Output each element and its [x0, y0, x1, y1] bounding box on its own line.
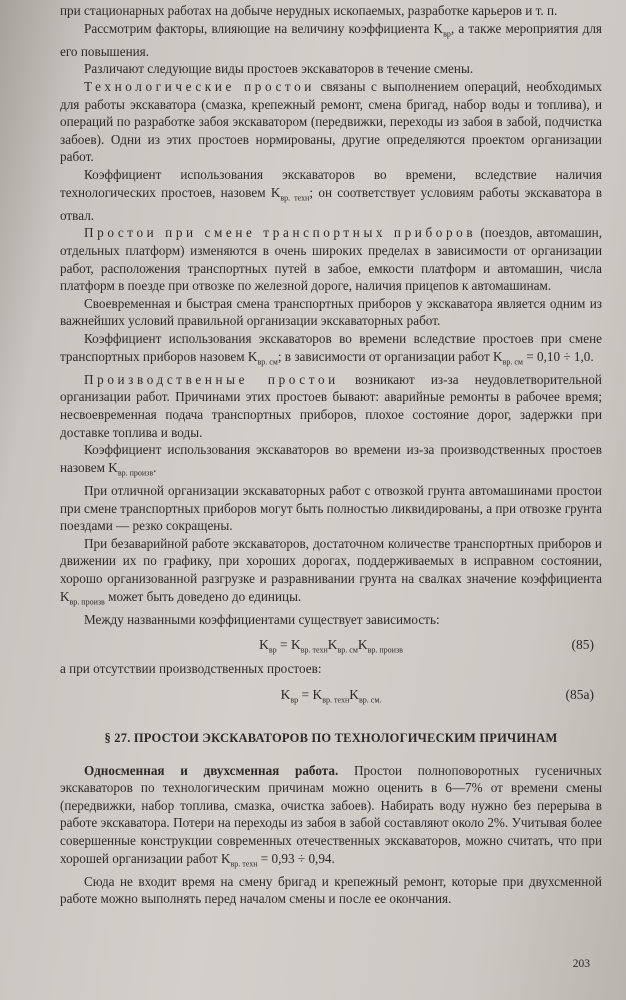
page-number: 203	[572, 958, 590, 971]
paragraph	[60, 762, 602, 873]
subscript: вр. см	[257, 357, 278, 367]
text: = 0,93 ÷ 0,94.	[257, 850, 335, 866]
text: связаны с выполнением операций, необходимых для работы экскаватора (смазка, крепежный ремонт, смена бригад, набор воды и топлива), и операций по разработке забоя экскаватором (передвижки, переходы из забоя в забой, подчистка забоев). Одни из этих простоев нормированы, другие определяются проектом организации работ.	[60, 79, 602, 165]
paragraph	[60, 166, 602, 224]
text: может быть доведено до единицы.	[104, 588, 302, 604]
spaced-term: Производственные простои	[84, 371, 339, 387]
paragraph	[60, 78, 602, 166]
paragraph	[60, 441, 602, 482]
paragraph	[60, 371, 602, 441]
subscript: вр. произв	[367, 646, 403, 656]
formula-expression	[60, 686, 602, 709]
text: Различают следующие виды простоев экскаваторов в течение смены.	[84, 61, 474, 77]
text: а при отсутствии производственных простоев:	[60, 661, 322, 677]
subscript: вр. произв	[117, 468, 154, 478]
text: = 0,10 ÷ 1,0.	[522, 348, 594, 364]
equation-number: (85а)	[565, 686, 594, 702]
text: .	[153, 459, 157, 475]
spaced-term: Технологические простои	[84, 79, 315, 95]
equation-number: (85)	[571, 637, 594, 653]
text: (поездов, автомашин, отдельных платформ) изменяются в очень широких пределах в зависимости от организации работ, расположения транспортных путей в забое, емкости платформ и автомашин, числа платформ в поезде при отвозке по железной дороге, наличия прицепов к автомашинам.	[60, 225, 602, 294]
formula-expression	[60, 636, 602, 659]
text: возникают из-за неудовлетворительной организации работ. Причинами этих простоев бывают: аварийные ремонты в рабочее время; несвоевременная подача транспортных приборов, плохое состояние дорог, задержки при доставке топлива и воды.	[60, 371, 602, 440]
formula-85	[60, 632, 602, 658]
paragraph	[60, 20, 602, 61]
subscript: вр	[290, 695, 299, 705]
symbol: K	[349, 686, 359, 702]
symbol: K	[259, 637, 269, 653]
subscript: вр. произв	[69, 597, 105, 607]
text: , а также мероприятия для его повышения.	[60, 20, 603, 59]
paragraph	[60, 295, 602, 330]
text: Своевременная и быстрая смена транспортных приборов у экскаватора является одним из важнейших условий правильной организации экскаваторных работ.	[60, 295, 602, 329]
subscript: вр	[268, 646, 277, 656]
paragraph	[60, 2, 602, 20]
subscript: вр. см	[502, 357, 523, 367]
text: Рассмотрим факторы, влияющие на величину коэффициента K	[84, 20, 444, 36]
paragraph	[60, 660, 602, 678]
subscript: вр. см	[337, 646, 358, 656]
paragraph	[60, 330, 602, 371]
text: При отличной организации экскаваторных работ с отвозкой грунта автомашинами простои при смене транспортных приборов могут быть полностью ликвидированы, а при отвозке грунта поездами — резко сокращены.	[60, 483, 602, 534]
text: Между названными коэффициентами существует зависимость:	[84, 611, 440, 627]
paragraph	[60, 611, 602, 629]
symbol: K	[327, 637, 338, 653]
subscript: вр	[443, 29, 451, 39]
spaced-term: Простои при смене транспортных приборов	[84, 225, 477, 241]
paragraph	[60, 224, 602, 294]
text: ; он соответствует условиям работы экскаватора в отвал.	[60, 184, 603, 223]
text: при стационарных работах на добыче нерудных ископаемых, разработке карьеров и т. п.	[60, 3, 558, 18]
text: Коэффициент использования экскаваторов во времени из-за производственных простоев назовем K	[60, 442, 602, 475]
run-in-heading: Односменная и двухсменная работа.	[84, 762, 339, 778]
subscript: вр. техн	[230, 859, 258, 869]
symbol: K	[280, 686, 291, 702]
subscript: вр. техн	[322, 695, 350, 705]
symbol: K	[357, 637, 368, 653]
paragraph	[60, 482, 602, 535]
text: Коэффициент использования экскаваторов во времени вследствие простоев при смене транспортных приборов назовем K	[60, 330, 602, 364]
symbol: = K	[276, 637, 301, 653]
subscript: вр. см.	[359, 695, 382, 705]
section-heading: § 27. ПРОСТОИ ЭКСКАВАТОРОВ ПО ТЕХНОЛОГИЧЕСКИМ ПРИЧИНАМ	[104, 730, 558, 745]
subscript: вр. техн	[280, 193, 310, 203]
text: При безаварийной работе экскаваторов, достаточном количестве транспортных приборов и движении их по графику, при хороших дорогах, поддерживаемых в исправном состоянии, хорошо организованной разгрузке и разравнивании грунта на свалках значение коэффициента K	[60, 535, 602, 604]
text: Простои полноповоротных гусеничных экскаваторов по технологическим причинам можно оценить в 6—7% от времени смены (передвижки, набор топлива, смазка, очистка забоев). Набирать воду нужно без перерыва в работе экскаватора. Потери на переходы из забоя в забой составляют около 2%. Учитывая более совершенные конструкции современных отечественных экскаваторов, можно считать, что при хорошей организации работ K	[60, 762, 602, 866]
paragraph	[60, 535, 602, 611]
text: Сюда не входит время на смену бригад и крепежный ремонт, которые при двухсменной работе можно выполнять перед началом смены и после ее окончания.	[60, 873, 602, 907]
text: Коэффициент использования экскаваторов во времени, вследствие наличия технологических простоев, назовем K	[60, 166, 602, 200]
subscript: вр. техн	[300, 646, 328, 656]
formula-85a	[60, 682, 602, 708]
paragraph	[60, 60, 602, 78]
paragraph	[60, 873, 602, 908]
symbol: = K	[298, 686, 323, 702]
text: ; в зависимости от организации работ K	[277, 348, 503, 364]
